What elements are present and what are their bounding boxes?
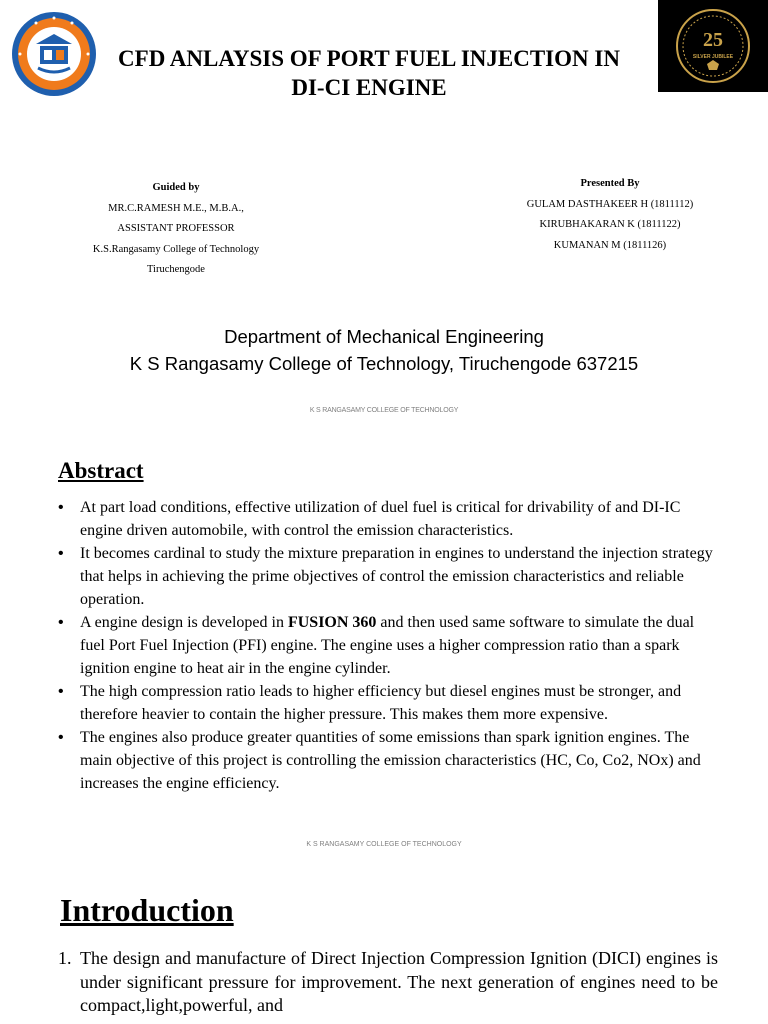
intro-item-text: The design and manufacture of Direct Injection Compression Ignition (DICI) engines is under significant pressure for improvement. The next generation of engines need to be compact,light,powerful, and bbox=[80, 948, 718, 1015]
intro-item-number: 1. bbox=[58, 948, 72, 968]
guide-designation: ASSISTANT PROFESSOR bbox=[117, 223, 235, 234]
silver-jubilee-badge bbox=[658, 0, 768, 92]
college-logo-icon bbox=[10, 10, 98, 98]
abstract-bullet bbox=[58, 611, 718, 680]
abstract-bullets bbox=[58, 496, 718, 795]
abstract-bullet: • The high compression ratio leads to higher efficiency but diesel engines must be stronger, and therefore heavier to contain the higher pressure. This makes them more expensive. bbox=[58, 680, 718, 726]
slide-footer: K S RANGASAMY COLLEGE OF TECHNOLOGY bbox=[309, 407, 459, 414]
abstract-bullet: • At part load conditions, effective utilization of duel fuel is critical for drivability of and DI-IC engine driven automobile, with control the emission characteristics. bbox=[58, 496, 718, 542]
slide-title: CFD ANLAYSIS OF PORT FUEL INJECTION IN DI-CI ENGINE bbox=[118, 46, 620, 100]
title-slide bbox=[0, 0, 768, 432]
guided-by-heading: Guided by bbox=[152, 182, 200, 193]
abstract-heading: Abstract bbox=[58, 458, 144, 483]
guide-name: MR.C.RAMESH M.E., M.B.A., bbox=[108, 202, 244, 214]
presented-by-heading: Presented By bbox=[580, 178, 640, 189]
presented-by-block bbox=[490, 174, 730, 256]
badge-number: 25 bbox=[703, 29, 723, 51]
guided-by-block bbox=[60, 178, 292, 281]
department-name: Department of Mechanical Engineering bbox=[224, 326, 544, 347]
software-name: FUSION 360 bbox=[287, 614, 377, 631]
presenter-3: KUMANAN M (1811126) bbox=[553, 239, 667, 251]
badge-text: SILVER JUBILEE bbox=[692, 54, 734, 60]
silver-jubilee-emblem-icon bbox=[658, 0, 768, 92]
intro-list-item bbox=[58, 947, 718, 1018]
department-info bbox=[0, 323, 768, 377]
bullet-text: A engine design is developed in bbox=[80, 614, 288, 631]
introduction-slide bbox=[0, 864, 768, 1024]
presenter-2: KIRUBHAKARAN K (1811122) bbox=[539, 219, 681, 230]
abstract-bullet: • It becomes cardinal to study the mixture preparation in engines to understand the injection strategy that helps in achieving the prime objectives of control the emission characteristics and reliable operation. bbox=[58, 542, 718, 611]
abstract-slide bbox=[0, 432, 768, 864]
guide-college: K.S.Rangasamy College of Technology bbox=[92, 243, 260, 255]
slide-footer: K S RANGASAMY COLLEGE OF TECHNOLOGY bbox=[306, 841, 462, 848]
introduction-heading: Introduction bbox=[60, 892, 234, 928]
college-address: K S Rangasamy College of Technology, Tiruchengode 637215 bbox=[129, 353, 639, 374]
abstract-bullet: • The engines also produce greater quantities of some emissions than spark ignition engines. The main objective of this project is controlling the emission characteristics (HC, Co, Co2, NOx) and increases the engine efficiency. bbox=[58, 726, 718, 795]
presenter-1: GULAM DASTHAKEER H (1811112) bbox=[526, 198, 694, 210]
bullet-text: and then used same software to simulate the dual fuel Port Fuel Injection (PFI) engine. The engine uses a higher compression ratio than a spark ignition engine to heat air in the engine cylinder. bbox=[80, 614, 695, 677]
guide-city: Tiruchengode bbox=[147, 264, 205, 275]
